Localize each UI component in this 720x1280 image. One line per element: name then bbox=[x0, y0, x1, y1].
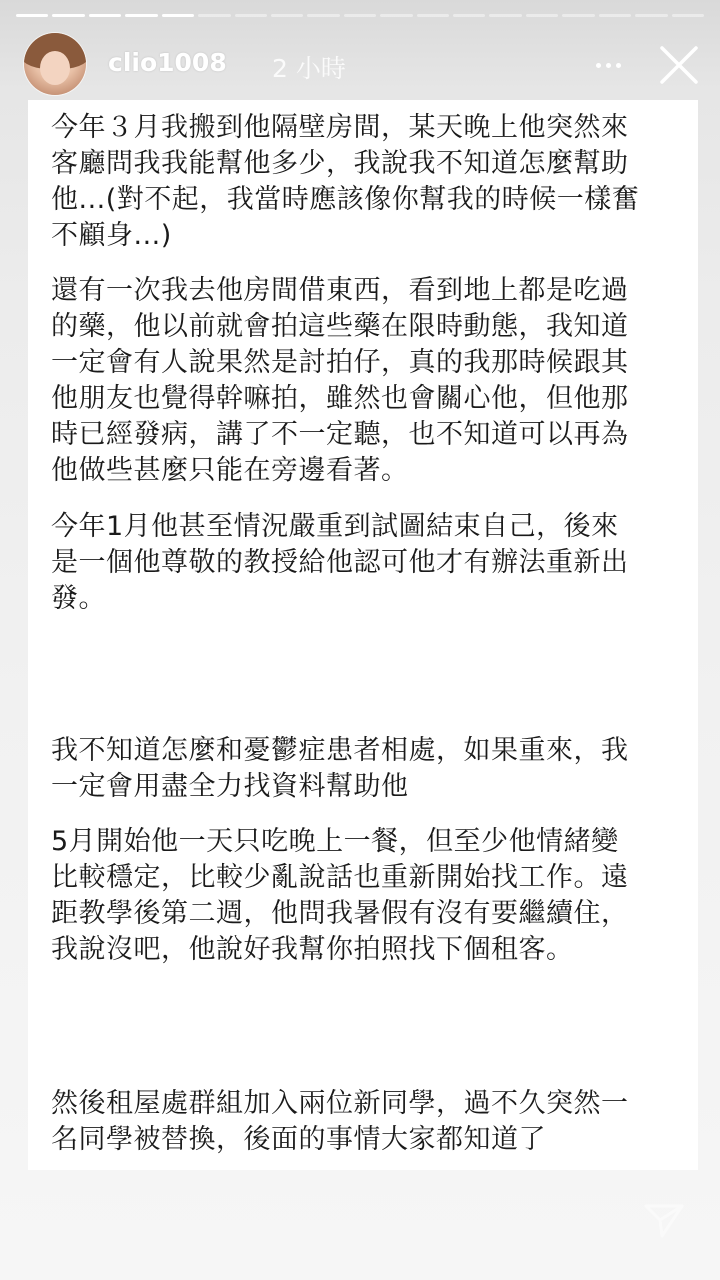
story-progress-segment bbox=[16, 14, 48, 17]
more-horizontal-icon-dot bbox=[616, 63, 621, 68]
close-icon[interactable] bbox=[656, 42, 702, 88]
story-progress-segment bbox=[235, 14, 267, 17]
story-progress-segment bbox=[52, 14, 84, 17]
story-progress-segment bbox=[453, 14, 485, 17]
avatar[interactable] bbox=[24, 33, 86, 95]
story-progress-segment bbox=[417, 14, 449, 17]
avatar-face bbox=[40, 51, 70, 85]
story-progress-segment bbox=[307, 14, 339, 17]
paragraph-6: 然後租屋處群組加入兩位新同學，過不久突然一 名同學被替換，後面的事情大家都知道了 bbox=[51, 1088, 629, 1155]
more-horizontal-icon bbox=[596, 63, 601, 68]
story-progress-segment bbox=[635, 14, 667, 17]
story-progress-segment bbox=[125, 14, 157, 17]
send-icon[interactable] bbox=[640, 1196, 688, 1244]
story-progress-segment bbox=[162, 14, 194, 17]
paragraph-2: 還有一次我去他房間借東西，看到地上都是吃過 的藥，他以前就會拍這些藥在限時動態，我知道 一定會有人說果然是討拍仔，真的我那時候跟其 他朋友也覺得幹嘛拍，雖然也會關心他，但他那 時已經發病，講了不一定聽，也不知道可以再為 他做些甚麼只能在旁邊看著。 bbox=[51, 275, 629, 486]
story-progress-segment bbox=[380, 14, 412, 17]
more-horizontal-icon-dot bbox=[606, 63, 611, 68]
story-progress-segment bbox=[599, 14, 631, 17]
story-progress-segment bbox=[562, 14, 594, 17]
story-progress-bar bbox=[16, 14, 704, 17]
paragraph-1: 今年３月我搬到他隔壁房間，某天晚上他突然來 客廳問我我能幫他多少，我說我不知道怎麼幫助 他...(對不起，我當時應該像你幫我的時候一樣奮 不顧身...) bbox=[51, 112, 640, 251]
more-options-button[interactable] bbox=[586, 51, 630, 79]
paragraph-5: 5月開始他一天只吃晚上一餐，但至少他情緒變 比較穩定，比較少亂說話也重新開始找工作。遠 距教學後第二週，他問我暑假有沒有要繼續住， 我說沒吧，他說好我幫你拍照找下個租客。 bbox=[51, 826, 629, 965]
story-progress-segment bbox=[489, 14, 521, 17]
paragraph-3: 今年1月他甚至情況嚴重到試圖結束自己，後來 是一個他尊敬的教授給他認可他才有辦法重新出 發。 bbox=[51, 511, 629, 614]
story-progress-segment bbox=[672, 14, 704, 17]
story-progress-segment bbox=[198, 14, 230, 17]
story-text-card bbox=[28, 100, 698, 1170]
story-progress-segment bbox=[89, 14, 121, 17]
story-progress-segment bbox=[526, 14, 558, 17]
story-progress-segment bbox=[271, 14, 303, 17]
timestamp: 2 小時 bbox=[272, 54, 346, 83]
username[interactable]: clio1008 bbox=[108, 48, 227, 77]
paragraph-4: 我不知道怎麼和憂鬱症患者相處，如果重來，我 一定會用盡全力找資料幫助他 bbox=[51, 735, 629, 802]
story-progress-segment bbox=[344, 14, 376, 17]
story-header bbox=[24, 33, 704, 97]
